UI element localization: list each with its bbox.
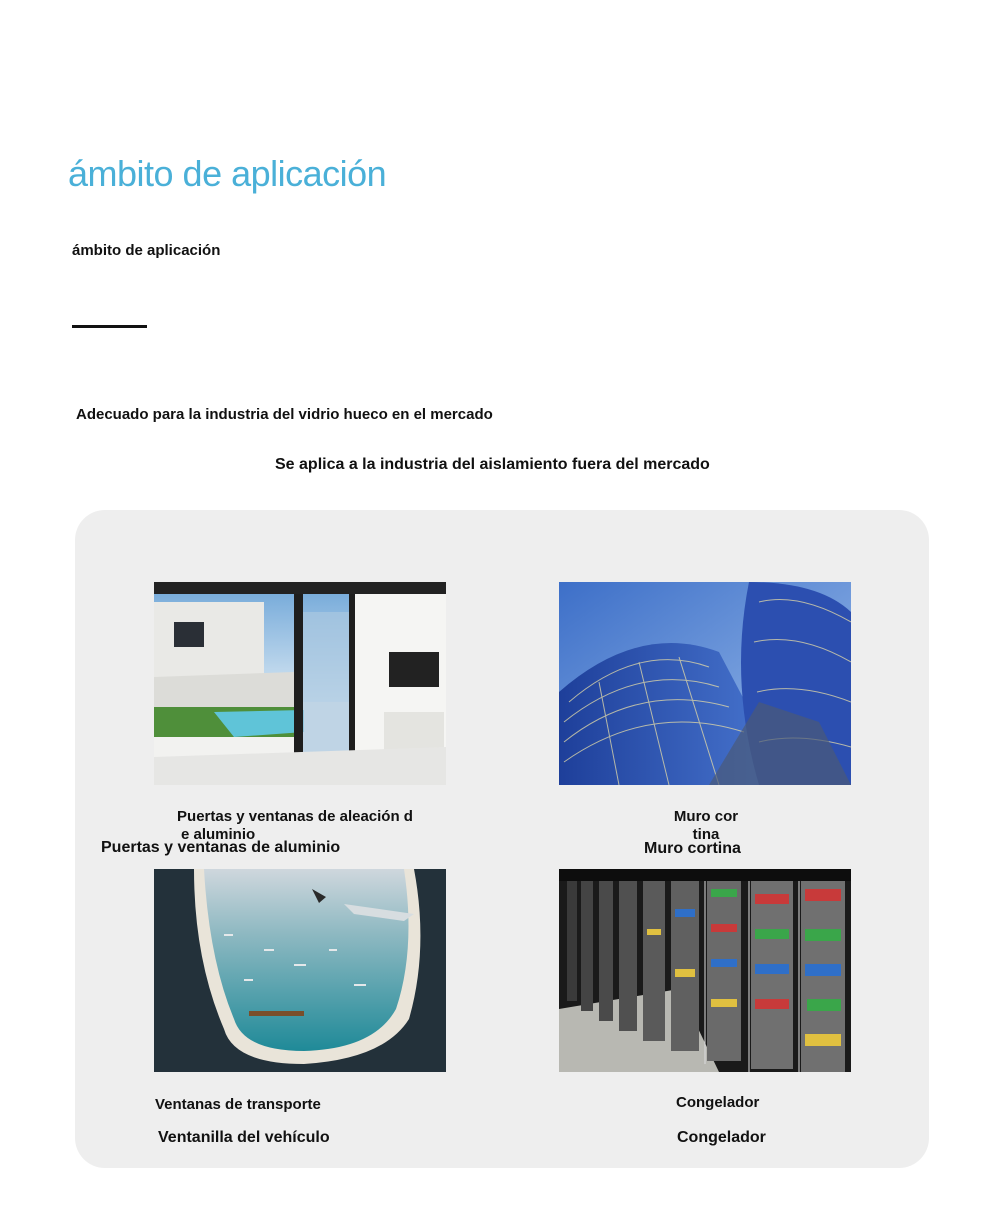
title-divider: [72, 325, 147, 328]
sliding-door-photo: [154, 582, 446, 785]
caption-freezer: Congelador: [676, 1094, 760, 1111]
caption-freezer-alt: Congelador: [677, 1129, 766, 1146]
page-subtitle: ámbito de aplicación: [72, 242, 221, 259]
caption-transport-windows-alt: Ventanilla del vehículo: [158, 1129, 330, 1146]
description-line-2: Se aplica a la industria del aislamiento fuera del mercado: [275, 456, 710, 473]
caption-aluminium-windows-line2: e aluminio: [181, 826, 256, 843]
caption-aluminium-windows-line1: Puertas y ventanas de aleación d: [177, 808, 413, 825]
caption-curtain-wall-line2: tina: [692, 826, 720, 843]
caption-curtain-wall-line1: Muro cor: [673, 808, 739, 825]
freezer-photo: [559, 869, 851, 1072]
caption-curtain-wall-alt: Muro cortina: [644, 840, 741, 857]
page-title: ámbito de aplicación: [68, 153, 387, 194]
description-line-1: Adecuado para la industria del vidrio hueco en el mercado: [76, 406, 493, 423]
caption-curtain-wall: [656, 808, 756, 844]
curtain-wall-photo: [559, 582, 851, 785]
airplane-window-photo: [154, 869, 446, 1072]
caption-aluminium-windows-alt: Puertas y ventanas de aluminio: [101, 839, 341, 856]
caption-transport-windows: Ventanas de transporte: [155, 1096, 321, 1113]
